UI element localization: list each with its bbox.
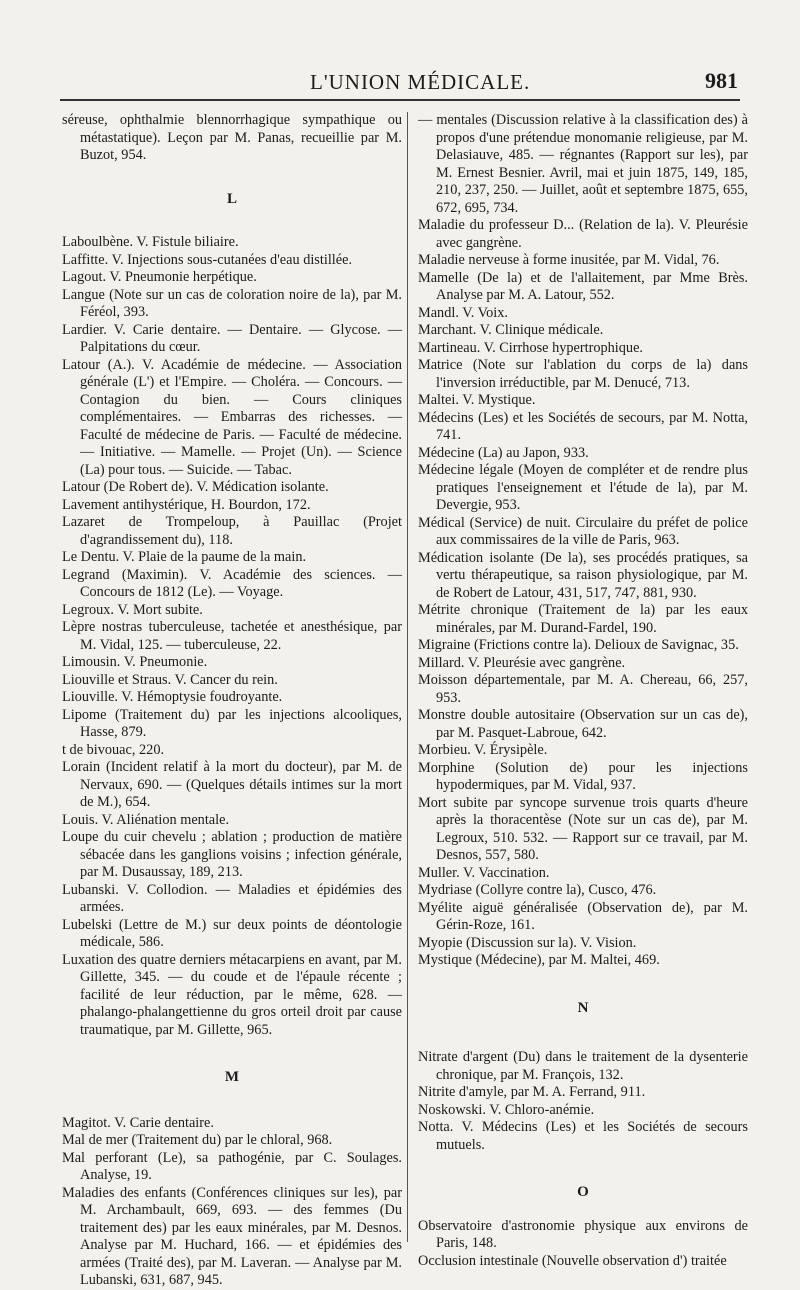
index-entry: Legroux. V. Mort subite. — [62, 601, 203, 618]
index-entry: Médecine légale (Moyen de compléter et de rendre plus pratiques l'enseignement et l'étude de la), par M. Devergie, 953. — [418, 462, 748, 513]
section-spacer — [62, 165, 402, 191]
section-spacer — [62, 1087, 402, 1115]
section-letter: L — [226, 190, 237, 207]
index-entry: Loupe du cuir chevelu ; ablation ; production de matière sébacée dans les ganglions voisins ; infection générale, par M. Dusaussay, 189, 213. — [62, 829, 402, 880]
index-entry: séreuse, ophthalmie blennorrhagique sympathique ou métastatique). Leçon par M. Panas, recueillie par M. Buzot, 954. — [62, 112, 402, 163]
index-entry: Observatoire d'astronomie physique aux environs de Paris, 148. — [418, 1217, 748, 1251]
index-entry: Lardier. V. Carie dentaire. — Dentaire. — Glycose. — Palpitations du cœur. — [62, 321, 402, 355]
index-entry: Latour (A.). V. Académie de médecine. — Association générale (L') et l'Empire. — Choléra. — Concours. — Contagion du bien. — Cours cliniques complémentaires. — Embarras des richesses. — Faculté de médecine de Paris. — Faculté de médecine. — Initiative. — Mamelle. — Projet (Un). — Science (La) pour tous. — Suicide. — Tabac. — [62, 356, 402, 478]
section-spacer — [418, 1154, 748, 1184]
index-entry: Myopie (Discussion sur la). V. Vision. — [418, 934, 637, 951]
index-entry: Millard. V. Pleurésie avec gangrène. — [418, 654, 626, 671]
index-entry: Matrice (Note sur l'ablation du corps de la) dans l'inversion irréductible, par M. Denucé, 713. — [418, 357, 748, 391]
index-entry: Lorain (Incident relatif à la mort du docteur), par M. de Nervaux, 690. — (Quelques détails intimes sur la mort de M.), 654. — [62, 759, 402, 810]
index-entry: Legrand (Maximin). V. Académie des sciences. — Concours de 1812 (Le). — Voyage. — [62, 566, 402, 600]
page-number: 981 — [705, 68, 738, 93]
index-entry: Liouville et Straus. V. Cancer du rein. — [62, 671, 278, 688]
index-entry: Lubanski. V. Collodion. — Maladies et épidémies des armées. — [62, 881, 402, 915]
left-column — [62, 112, 402, 1290]
index-entry: Médical (Service) de nuit. Circulaire du préfet de police aux commissaires de la ville de Paris, 963. — [418, 514, 748, 548]
index-entry: Maltei. V. Mystique. — [418, 392, 536, 408]
index-entry: Mydriase (Collyre contre la), Cusco, 476. — [418, 882, 657, 898]
index-entry: Métrite chronique (Traitement de la) par les eaux minérales, par M. Durand-Fardel, 190. — [418, 602, 748, 636]
index-entry: Luxation des quatre derniers métacarpiens en avant, par M. Gillette, 345. — du coude et de l'épaule récente ; facilité de leur réduction, par le même, 628. — phalango-phalangettienne du gros orteil droit par cause traumatique, par M. Gillette, 965. — [62, 951, 402, 1038]
index-entry: Maladie du professeur D... (Relation de la). V. Pleurésie avec gangrène. — [418, 217, 748, 251]
index-entry: Migraine (Frictions contre la). Delioux de Savignac, 35. — [418, 637, 739, 653]
right-column — [418, 112, 748, 1270]
index-entry: Mal de mer (Traitement du) par le chloral, 968. — [62, 1132, 333, 1148]
index-entry: Mystique (Médecine), par M. Maltei, 469. — [418, 952, 660, 968]
index-entry: t de bivouac, 220. — [62, 741, 165, 758]
section-letter: M — [224, 1069, 240, 1085]
section-letter: O — [577, 1184, 589, 1200]
index-entry: Laffitte. V. Injections sous-cutanées d'eau distillée. — [62, 251, 353, 268]
page-header — [0, 62, 800, 102]
section-spacer — [62, 1039, 402, 1069]
index-entry: Mandl. V. Voix. — [418, 304, 508, 321]
column-divider — [407, 112, 408, 1242]
index-entry: Médecine (La) au Japon, 933. — [418, 444, 589, 461]
index-entry: Lèpre nostras tuberculeuse, tachetée et anesthésique, par M. Vidal, 125. — tuberculeuse, 22. — [62, 619, 402, 653]
section-spacer — [62, 208, 402, 234]
index-entry: Le Dentu. V. Plaie de la paume de la main. — [62, 549, 307, 565]
index-entry: Lipome (Traitement du) par les injections alcooliques, Hasse, 879. — [62, 706, 402, 740]
index-entry: Lazaret de Trompeloup, à Pauillac (Projet d'agrandissement du), 118. — [62, 514, 402, 548]
index-entry: Myélite aiguë généralisée (Observation de), par M. Gérin-Roze, 161. — [418, 899, 748, 933]
index-entry: Maladies des enfants (Conférences cliniques sur les), par M. Archambault, 669, 693. — des femmes (Du traitement des) par les eaux minérales, par M. Desnos. Analyse par M. Huchard, 166. — et épidémies des armées (Traité des), par M. Laveran. — Analyse par M. Lubanski, 631, 687, 945. — [62, 1184, 402, 1288]
index-entry: Notta. V. Médecins (Les) et les Sociétés de secours mutuels. — [418, 1119, 748, 1153]
index-entry: Maladie nerveuse à forme inusitée, par M. Vidal, 76. — [418, 252, 720, 268]
index-entry: Lavement antihystérique, H. Bourdon, 172. — [62, 496, 311, 513]
index-entry: Liouville. V. Hémoptysie foudroyante. — [62, 689, 283, 705]
index-entry: Occlusion intestinale (Nouvelle observation d') traitée — [418, 1252, 727, 1269]
index-entry: Mort subite par syncope survenue trois quarts d'heure après la thoracentèse (Note sur un cas de), par M. Legroux, 510. 532. — Rapport sur ce travail, par M. Desnos, 557, 580. — [418, 794, 748, 863]
index-entry: Martineau. V. Cirrhose hypertrophique. — [418, 339, 644, 356]
index-entry: Mal perforant (Le), sa pathogénie, par C. Soulages. Analyse, 19. — [62, 1149, 402, 1183]
index-entry: Mamelle (De la) et de l'allaitement, par Mme Brès. Analyse par M. A. Latour, 552. — [418, 269, 748, 303]
index-entry: Moisson départementale, par M. A. Chereau, 66, 257, 953. — [418, 672, 748, 706]
index-entry: Louis. V. Aliénation mentale. — [62, 811, 230, 828]
index-entry: Nitrite d'amyle, par M. A. Ferrand, 911. — [418, 1084, 646, 1100]
index-entry: — mentales (Discussion relative à la classification des) à propos d'une prétendue monomanie religieuse, par M. Delasiauve, 485. — régnantes (Rapport sur les), par M. Ernest Besnier. Avril, mai et juin 1875, 149, 185, 210, 237, 250. — Juillet, août et septembre 1875, 655, 672, 695, 734. — [418, 112, 748, 216]
section-spacer — [418, 1202, 748, 1218]
index-entry: Lagout. V. Pneumonie herpétique. — [62, 269, 257, 285]
index-entry: Langue (Note sur un cas de coloration noire de la), par M. Féréol, 393. — [62, 286, 402, 320]
index-entry: Monstre double autositaire (Observation sur un cas de), par M. Pasquet-Labroue, 642. — [418, 707, 748, 741]
index-entry: Nitrate d'argent (Du) dans le traitement de la dysenterie chronique, par M. François, 132. — [418, 1049, 748, 1083]
index-entry: Médication isolante (De la), ses procédés pratiques, sa vertu thérapeutique, sa raison physiologique, par M. de Robert de Latour, 431, 517, 747, 881, 930. — [418, 549, 748, 601]
index-entry: Lubelski (Lettre de M.) sur deux points de déontologie médicale, 586. — [62, 916, 402, 950]
index-entry: Morbieu. V. Érysipèle. — [418, 742, 548, 758]
index-entry: Médecins (Les) et les Sociétés de secours, par M. Notta, 741. — [418, 409, 748, 443]
index-entry: Latour (De Robert de). V. Médication isolante. — [62, 479, 329, 495]
index-entry: Morphine (Solution de) pour les injections hypodermiques, par M. Vidal, 937. — [418, 759, 748, 793]
index-entry: Noskowski. V. Chloro-anémie. — [418, 1101, 595, 1118]
index-entry: Magitot. V. Carie dentaire. — [62, 1114, 214, 1131]
header-rule — [60, 99, 740, 101]
running-title: L'UNION MÉDICALE. — [310, 70, 531, 94]
section-spacer — [418, 1017, 748, 1049]
section-spacer — [418, 970, 748, 1000]
section-letter: N — [577, 999, 589, 1016]
index-entry: Laboulbène. V. Fistule biliaire. — [62, 234, 239, 250]
index-entry: Limousin. V. Pneumonie. — [62, 654, 208, 670]
index-entry: Muller. V. Vaccination. — [418, 864, 550, 881]
index-entry: Marchant. V. Clinique médicale. — [418, 322, 604, 338]
